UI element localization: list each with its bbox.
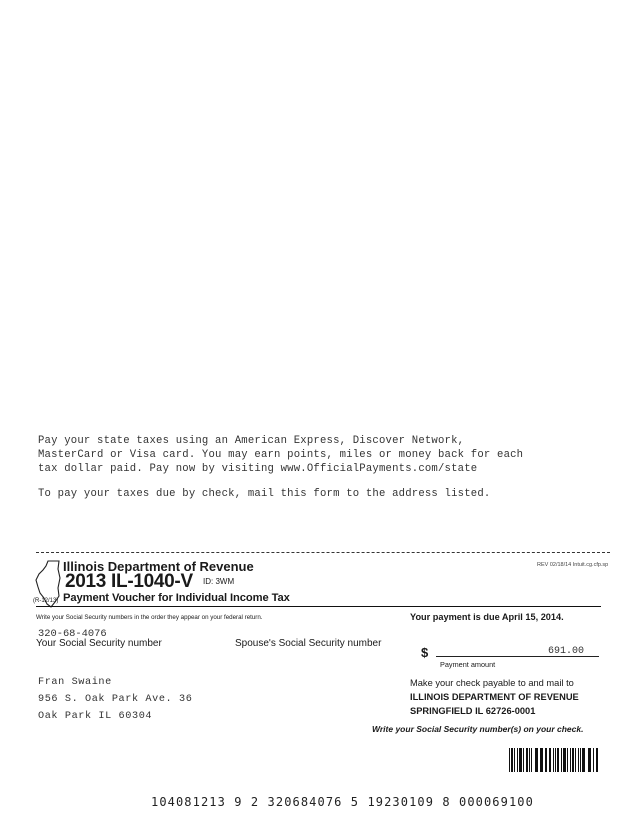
spouse-ssn-label: Spouse's Social Security number (235, 638, 382, 649)
revision-code: REV 02/18/14 Intuit.cg.cfp.sp (537, 562, 609, 568)
barcode-bar (593, 748, 594, 772)
barcode-bar (563, 748, 566, 772)
due-date: Your payment is due April 15, 2014. (410, 612, 564, 622)
barcode-bar (529, 748, 530, 772)
barcode-bar (588, 748, 590, 772)
mail-recipient: ILLINOIS DEPARTMENT OF REVENUE (410, 692, 579, 702)
taxpayer-city: Oak Park IL 60304 (38, 711, 153, 722)
barcode (509, 748, 600, 772)
mail-instruction: Make your check payable to and mail to (410, 678, 574, 688)
ssn-instruction: Write your Social Security numbers in the order they appear on your federal return. (36, 614, 263, 621)
header-rule (36, 606, 601, 607)
barcode-bar (514, 748, 515, 772)
barcode-bar (575, 748, 576, 772)
barcode-bar (582, 748, 585, 772)
barcode-bar (511, 748, 513, 772)
barcode-bar (536, 748, 538, 772)
instruction-line-3: tax dollar paid. Pay now by visiting www.OfficialPayments.com/state (38, 463, 478, 475)
taxpayer-street: 956 S. Oak Park Ave. 36 (38, 694, 193, 705)
barcode-bar (526, 748, 528, 772)
your-ssn-value: 320-68-4076 (38, 628, 107, 640)
voucher-title: Payment Voucher for Individual Income Tax (63, 592, 290, 604)
taxpayer-name: Fran Swaine (38, 677, 112, 688)
barcode-bar (557, 748, 559, 772)
barcode-bar (519, 748, 522, 772)
revision-date: (R-12/13) (33, 598, 59, 604)
dollar-sign: $ (421, 645, 429, 660)
payment-amount-value: 691.00 (548, 646, 585, 657)
barcode-bar (546, 748, 547, 772)
instruction-line-1: Pay your state taxes using an American Express, Discover Network, (38, 435, 465, 447)
barcode-bar (540, 748, 543, 772)
barcode-bar (580, 748, 581, 772)
instruction-line-4: To pay your taxes due by check, mail this form to the address listed. (38, 488, 491, 500)
scan-line: 104081213 9 2 320684076 5 19230109 8 000069100 (151, 795, 534, 809)
payment-amount-label: Payment amount (440, 660, 496, 669)
form-number: 2013 IL-1040-V (65, 571, 193, 592)
barcode-bar (549, 748, 551, 772)
barcode-bar (572, 748, 574, 772)
barcode-bar (567, 748, 568, 772)
ssn-reminder: Write your Social Security number(s) on your check. (372, 724, 584, 734)
barcode-bar (523, 748, 524, 772)
your-ssn-label: Your Social Security number (36, 638, 162, 649)
barcode-bar (531, 748, 532, 772)
form-id: ID: 3WM (203, 577, 235, 586)
barcode-bar (590, 748, 591, 772)
instruction-line-2: MasterCard or Visa card. You may earn points, miles or money back for each (38, 449, 524, 461)
cut-line (36, 552, 610, 553)
barcode-bar (596, 748, 598, 772)
department-name: Illinois Department of Revenue (63, 559, 254, 574)
mail-city: SPRINGFIELD IL 62726-0001 (410, 706, 536, 716)
barcode-bar (555, 748, 556, 772)
